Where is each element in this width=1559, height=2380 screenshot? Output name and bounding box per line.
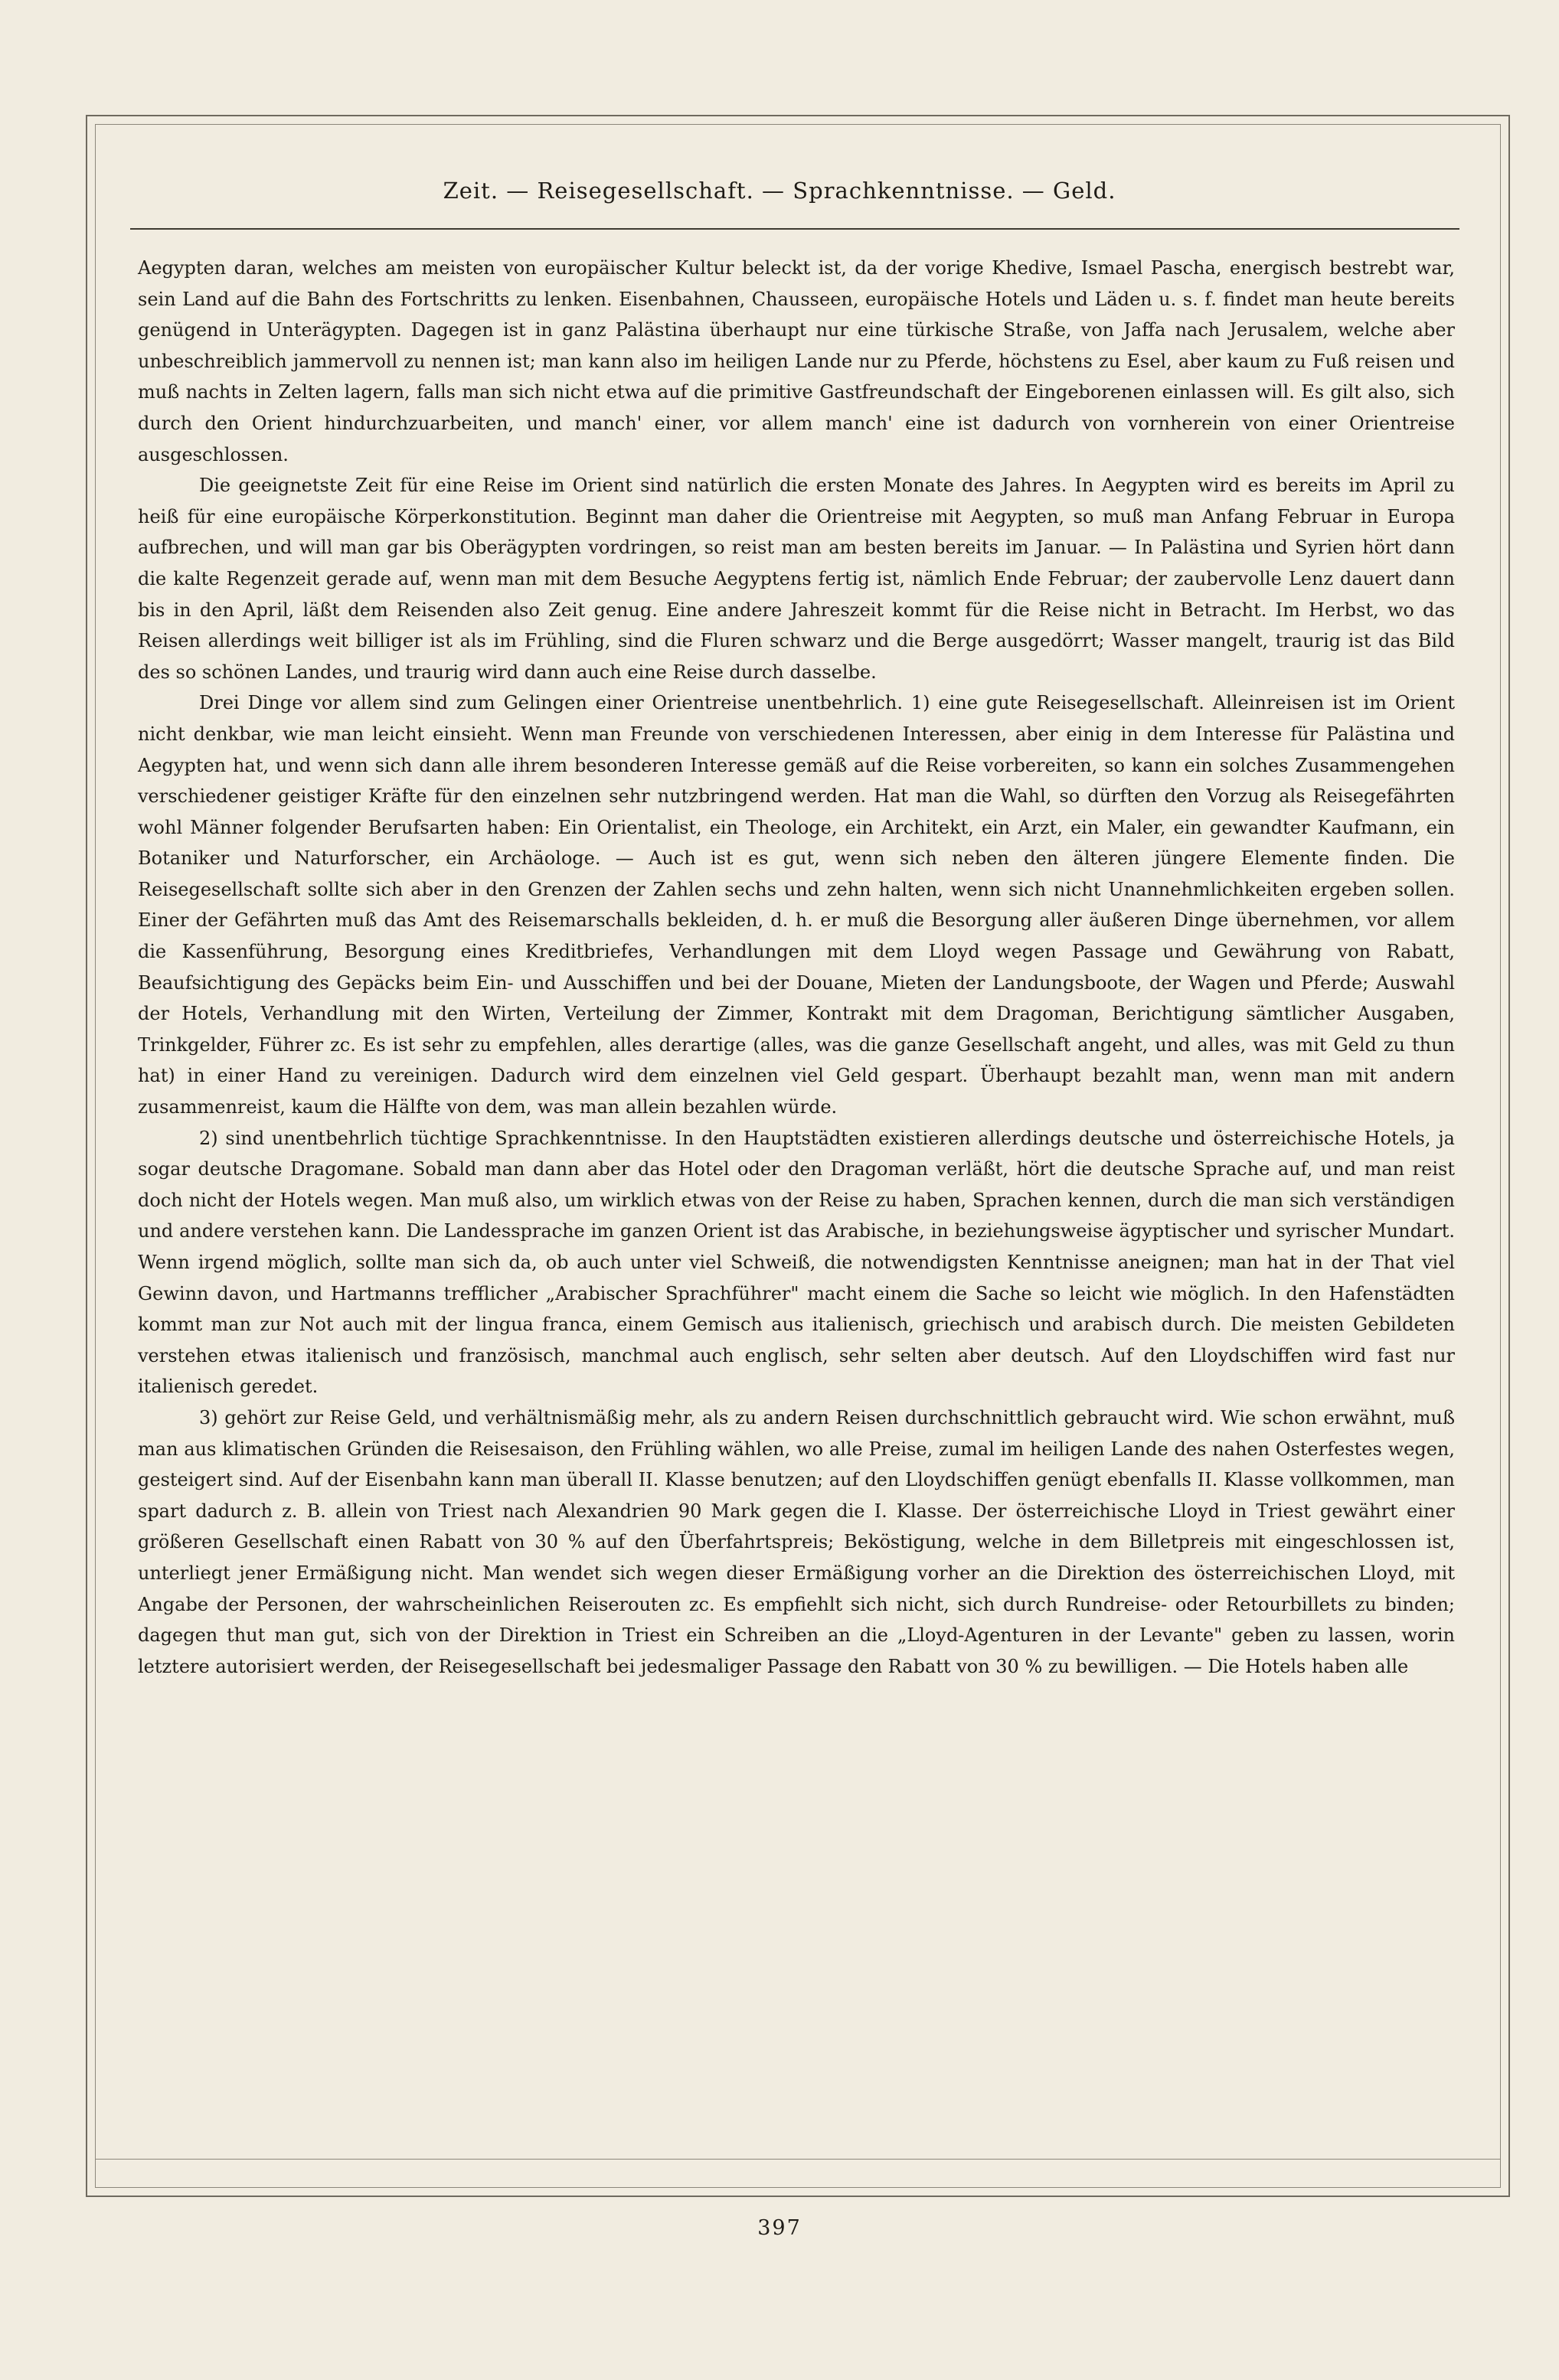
page-number: 397 — [757, 2216, 802, 2240]
paragraph: Drei Dinge vor allem sind zum Gelingen einer Orientreise unentbehrlich. 1) eine gute Reisegesellschaft. Alleinreisen ist im Orient nicht denkbar, wie man leicht einsieht. Wenn man Freunde von verschiedenen Interessen, aber einig in dem Interesse für Palästina und Aegypten hat, und wenn sich dann alle ihrem besonderen Interesse gemäß auf die Reise vorbereiten, so kann ein solches Zusammengehen verschiedener geistiger Kräfte für den einzelnen sehr nutzbringend werden. Hat man die Wahl, so dürften den Vorzug als Reisegefährten wohl Männer folgender Berufsarten haben: Ein Orientalist, ein Theologe, ein Architekt, ein Arzt, ein Maler, ein gewandter Kaufmann, ein Botaniker und Naturforscher, ein Archäologe. — Auch ist es gut, wenn sich neben den älteren jüngere Elemente finden. Die Reisegesellschaft sollte sich aber in den Grenzen der Zahlen sechs und zehn halten, wenn sich nicht Unannehmlichkeiten ergeben sollen. Einer der Gefährten muß das Amt des Reisemarschalls bekleiden, d. h. er muß die Besorgung aller äußeren Dinge übernehmen, vor allem die Kassenführung, Besorgung eines Kreditbriefes, Verhandlungen mit dem Lloyd wegen Passage und Gewährung von Rabatt, Beaufsichtigung des Gepäcks beim Ein- und Ausschiffen und bei der Douane, Mieten der Landungsboote, der Wagen und Pferde; Auswahl der Hotels, Verhandlung mit den Wirten, Verteilung der Zimmer, Kontrakt mit dem Dragoman, Berichtigung sämtlicher Ausgaben, Trinkgelder, Führer zc. Es ist sehr zu empfehlen, alles derartige (alles, was die ganze Gesellschaft angeht, und alles, was mit Geld zu thun hat) in einer Hand zu vereinigen. Dadurch wird dem einzelnen viel Geld gespart. Überhaupt bezahlt man, wenn man mit andern zusammenreist, kaum die Hälfte von dem, was man allein bezahlen würde. — [138, 692, 1455, 1118]
header-rule — [130, 228, 1459, 230]
body-text — [138, 253, 1455, 1682]
paragraph: 3) gehört zur Reise Geld, und verhältnismäßig mehr, als zu andern Reisen durchschnittlich gebraucht wird. Wie schon erwähnt, muß man aus klimatischen Gründen die Reisesaison, den Frühling wählen, wo alle Preise, zumal im heiligen Lande des nahen Osterfestes wegen, gesteigert sind. Auf der Eisenbahn kann man überall II. Klasse benutzen; auf den Lloydschiffen genügt ebenfalls II. Klasse vollkommen, man spart dadurch z. B. allein von Triest nach Alexandrien 90 Mark gegen die I. Klasse. Der österreichische Lloyd in Triest gewährt einer größeren Gesellschaft einen Rabatt von 30 % auf den Überfahrtspreis; Beköstigung, welche in dem Billetpreis mit eingeschlossen ist, unterliegt jener Ermäßigung nicht. Man wendet sich wegen dieser Ermäßigung vorher an die Direktion des österreichischen Lloyd, mit Angabe der Personen, der wahrscheinlichen Reiserouten zc. Es empfiehlt sich nicht, sich durch Rundreise- oder Retourbillets zu binden; dagegen thut man gut, sich von der Direktion in Triest ein Schreiben an die „Lloyd-Agenturen in der Levante" geben zu lassen, worin letztere autorisiert werden, der Reisegesellschaft bei jedesmaliger Passage den Rabatt von 30 % zu bewilligen. — Die Hotels haben alle — [138, 1406, 1455, 1677]
paragraph: Die geeignetste Zeit für eine Reise im Orient sind natürlich die ersten Monate des Jahres. In Aegypten wird es bereits im April zu heiß für eine europäische Körperkonstitution. Beginnt man daher die Orientreise mit Aegypten, so muß man Anfang Februar in Europa aufbrechen, und will man gar bis Oberägypten vordringen, so reist man am besten bereits im Januar. — In Palästina und Syrien hört dann die kalte Regenzeit gerade auf, wenn man mit dem Besuche Aegyptens fertig ist, nämlich Ende Februar; der zaubervolle Lenz dauert dann bis in den April, läßt dem Reisenden also Zeit genug. Eine andere Jahreszeit kommt für die Reise nicht in Betracht. Im Herbst, wo das Reisen allerdings weit billiger ist als im Frühling, sind die Fluren schwarz und die Berge ausgedörrt; Wasser mangelt, traurig ist das Bild des so schönen Landes, und traurig wird dann auch eine Reise durch dasselbe. — [138, 475, 1455, 683]
paragraph: Aegypten daran, welches am meisten von europäischer Kultur beleckt ist, da der vorige Khedive, Ismael Pascha, energisch bestrebt war, sein Land auf die Bahn des Fortschritts zu lenken. Eisenbahnen, Chausseen, europäische Hotels und Läden u. s. f. findet man heute bereits genügend in Unterägypten. Dagegen ist in ganz Palästina überhaupt nur eine türkische Straße, von Jaffa nach Jerusalem, welche aber unbeschreiblich jammervoll zu nennen ist; man kann also im heiligen Lande nur zu Pferde, höchstens zu Esel, aber kaum zu Fuß reisen und muß nachts in Zelten lagern, falls man sich nicht etwa auf die primitive Gastfreundschaft der Eingeborenen einlassen will. Es gilt also, sich durch den Orient hindurchzuarbeiten, und manch' einer, vor allem manch' eine ist dadurch von vornherein von einer Orientreise ausgeschlossen. — [138, 257, 1455, 465]
running-header: Zeit. — Reisegesellschaft. — Sprachkenntnisse. — Geld. — [443, 178, 1116, 204]
paragraph: 2) sind unentbehrlich tüchtige Sprachkenntnisse. In den Hauptstädten existieren allerdings deutsche und österreichische Hotels, ja sogar deutsche Dragomane. Sobald man dann aber das Hotel oder den Dragoman verläßt, hört die deutsche Sprache auf, und man reist doch nicht der Hotels wegen. Man muß also, um wirklich etwas von der Reise zu haben, Sprachen kennen, durch die man sich verständigen und andere verstehen kann. Die Landessprache im ganzen Orient ist das Arabische, in beziehungsweise ägyptischer und syrischer Mundart. Wenn irgend möglich, sollte man sich da, ob auch unter viel Schweiß, die notwendigsten Kenntnisse aneignen; man hat in der That viel Gewinn davon, und Hartmanns trefflicher „Arabischer Sprachführer" macht einem die Sache so leicht wie möglich. In den Hafenstädten kommt man zur Not auch mit der lingua franca, einem Gemisch aus italienisch, griechisch und arabisch durch. Die meisten Gebildeten verstehen etwas italienisch und französisch, manchmal auch englisch, sehr selten aber deutsch. Auf den Lloydschiffen wird fast nur italienisch geredet. — [138, 1127, 1455, 1398]
footer-rule — [95, 2159, 1501, 2160]
